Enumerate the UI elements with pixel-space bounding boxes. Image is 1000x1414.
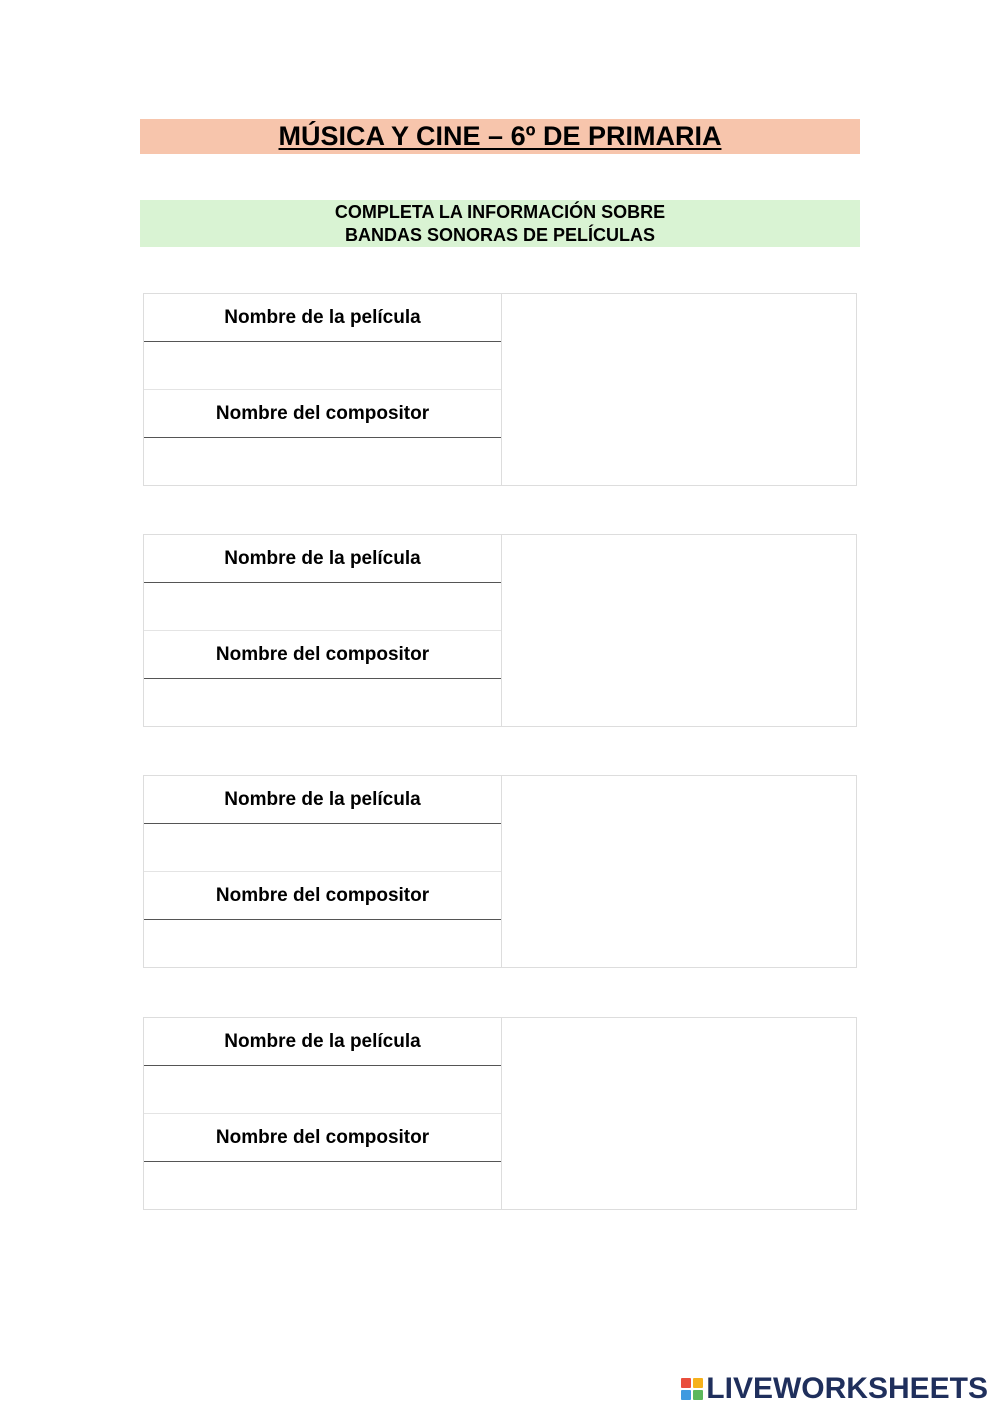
instructions-banner <box>140 200 860 247</box>
card-fields <box>144 776 501 967</box>
composer-name-label: Nombre del compositor <box>144 390 501 438</box>
composer-name-answer-field[interactable] <box>144 1162 501 1210</box>
movie-name-answer-field[interactable] <box>144 583 501 631</box>
movie-name-answer-field[interactable] <box>144 1066 501 1114</box>
movie-name-answer-field[interactable] <box>144 824 501 872</box>
card-fields <box>144 1018 501 1209</box>
image-drop-area[interactable] <box>501 294 856 485</box>
image-drop-area[interactable] <box>501 1018 856 1209</box>
movie-name-label: Nombre de la película <box>144 535 501 583</box>
composer-name-label: Nombre del compositor <box>144 1114 501 1162</box>
movie-name-label: Nombre de la película <box>144 294 501 342</box>
liveworksheets-logo <box>681 1372 988 1406</box>
image-drop-area[interactable] <box>501 776 856 967</box>
instructions-line-1: COMPLETA LA INFORMACIÓN SOBRE <box>334 201 666 222</box>
soundtrack-card-2 <box>143 534 857 727</box>
image-drop-area[interactable] <box>501 535 856 726</box>
liveworksheets-logo-icon <box>681 1378 703 1400</box>
card-fields <box>144 294 501 485</box>
instructions-line-2: BANDAS SONORAS DE PELÍCULAS <box>344 224 656 245</box>
composer-name-answer-field[interactable] <box>144 920 501 968</box>
composer-name-label: Nombre del compositor <box>144 631 501 679</box>
title-banner <box>140 119 860 154</box>
movie-name-answer-field[interactable] <box>144 342 501 390</box>
composer-name-answer-field[interactable] <box>144 679 501 727</box>
movie-name-label: Nombre de la película <box>144 776 501 824</box>
soundtrack-card-1 <box>143 293 857 486</box>
card-fields <box>144 535 501 726</box>
movie-name-label: Nombre de la película <box>144 1018 501 1066</box>
page-title: MÚSICA Y CINE – 6º DE PRIMARIA <box>278 121 722 151</box>
soundtrack-card-4 <box>143 1017 857 1210</box>
brand-name: LIVEWORKSHEETS <box>706 1372 988 1405</box>
soundtrack-card-3 <box>143 775 857 968</box>
composer-name-answer-field[interactable] <box>144 438 501 486</box>
composer-name-label: Nombre del compositor <box>144 872 501 920</box>
